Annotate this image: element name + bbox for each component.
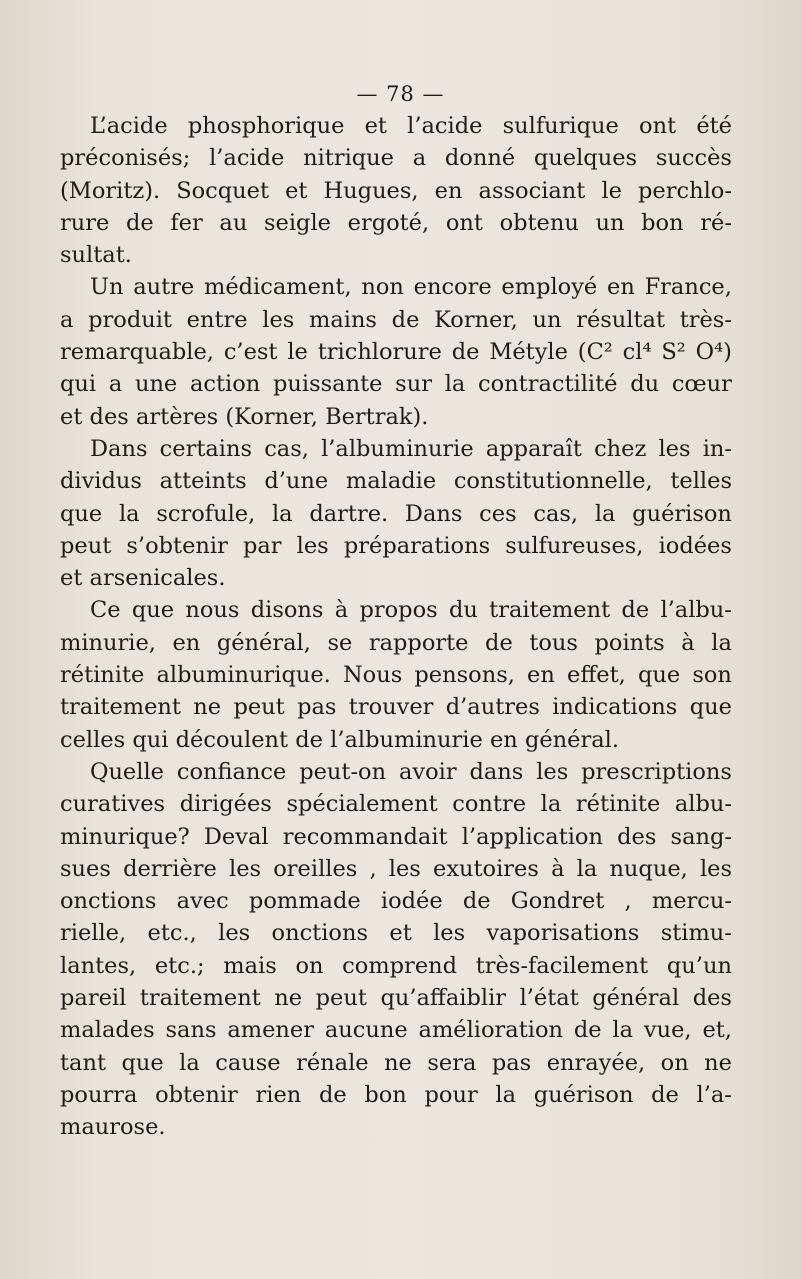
word: cas, [533,500,579,527]
word: la [711,629,732,656]
word: que [60,500,103,527]
word: , [624,888,632,915]
word: rénale [296,1049,369,1076]
word: du [448,597,478,624]
word: tant [60,1049,106,1076]
word: (C² [577,339,613,366]
word: l’albu- [660,597,732,624]
word: les [658,435,691,462]
word: celles [60,726,126,753]
word: traitement [489,597,611,624]
word: avoir [398,758,457,785]
word: obtenu [499,209,579,236]
text-line [60,982,732,1014]
word: et, [702,1017,732,1044]
word: nitrique [303,145,394,172]
word: en [607,274,635,301]
word: aucune [324,1017,408,1044]
word: cœur [671,371,732,398]
word: exutoires [433,855,539,882]
word: confiance [176,758,287,785]
word: prescriptions [581,758,732,785]
word: dirigées [179,791,272,818]
word: général, [216,629,311,656]
word: malades [60,1017,155,1044]
text-line [60,1047,732,1079]
word: se [327,629,353,656]
word: contractilité [478,371,618,398]
word: qu’un [666,952,732,979]
word: les [699,855,732,882]
word: la [444,371,466,398]
word: apparaît [485,435,582,462]
word: médicament, [204,274,352,301]
word: oreilles [273,855,358,882]
word: produit [88,306,172,333]
word: à [334,597,349,624]
word: que [689,694,732,721]
word: Bertrak). [325,403,429,430]
word: les [536,758,569,785]
word: général. [524,726,620,753]
word: O⁴) [695,339,732,366]
word: cas, [264,435,309,462]
word: traitement [60,694,181,721]
word: maurose. [60,1114,166,1141]
text-line [60,110,732,142]
word: de [651,1081,679,1108]
word: arsenicales. [89,565,226,592]
word: en [489,726,518,753]
word: dans [469,758,524,785]
word: sues [60,855,111,882]
word: la [179,1049,200,1076]
word: un [532,306,562,333]
text-line [60,788,732,820]
page-number: — 78 — [356,82,445,106]
word: les [296,532,329,559]
word: Ce [90,597,121,624]
text-line [60,724,732,756]
word: certains [159,435,253,462]
word: qu’affaiblir [380,985,507,1012]
text-line [60,239,732,271]
word: iodée [380,888,443,915]
word: Quelle [90,758,164,785]
word: vue, [643,1017,692,1044]
word: constitutionnelle, [453,468,653,495]
word: amélioration [418,1017,563,1044]
word: ne [384,1049,412,1076]
text-line [60,433,732,465]
word: rien [255,1081,302,1108]
word: donné [444,145,516,172]
word: Un [90,274,124,301]
word: Nous [342,662,403,689]
word: de [621,597,650,624]
word: recommandait [282,823,448,850]
word: que [131,597,175,624]
word: nuque, [609,855,688,882]
word: l’acide [209,145,285,172]
word: mercu- [651,888,732,915]
word: été [696,113,732,139]
word: avec [176,888,229,915]
word: et [60,403,83,430]
text-line [60,207,732,239]
word: a [108,371,123,398]
word: minurique? [60,823,190,850]
word: rétinite [60,662,145,689]
word: et [60,565,83,592]
word: artères [136,403,219,430]
word: Deval [203,823,269,850]
word: la [271,500,293,527]
word: peut-on [299,758,387,785]
word: l’albuminurie [330,726,483,753]
word: (Moritz). [60,177,161,204]
word: succès [655,145,732,172]
word: Métyle [489,339,568,366]
word: etc.; [154,952,205,979]
text-line [60,401,732,433]
word: l’état [519,985,579,1012]
word: onctions [60,888,157,915]
word: points [594,629,665,656]
word: la [495,1081,517,1108]
word: des [692,985,732,1012]
word: en [527,662,555,689]
word: au [219,209,248,236]
word: associant [478,177,586,204]
word: rapporte [368,629,469,656]
word: la [118,500,140,527]
word: enrayée, [546,1049,646,1076]
word: ergoté, [347,209,430,236]
word: Socquet [176,177,270,204]
word: d’autres [445,694,540,721]
word: seigle [263,209,331,236]
word: fer [170,209,203,236]
word: à [551,855,565,882]
word: ne [274,985,303,1012]
word: l’albuminurie [321,435,474,462]
word: de [573,1017,602,1044]
word: sans [165,1017,217,1044]
word: scrofule, [156,500,256,527]
text-line [60,562,732,594]
word: in- [702,435,732,462]
word: pourra [60,1081,138,1108]
word: ont [639,113,677,139]
text-line [60,853,732,885]
word: L’acide [90,113,168,139]
text-line [60,917,732,949]
word: sultat. [60,242,132,269]
word: s’obtenir [126,532,228,559]
text-line [60,885,732,917]
word: chez [594,435,647,462]
word: sera [427,1049,477,1076]
word: remarquable, [60,339,214,366]
word: les [262,306,295,333]
text-line [60,368,732,400]
word: sang- [670,823,732,850]
word: pareil [60,985,127,1012]
word: bon [364,1081,407,1108]
word: ces [479,500,517,527]
word: préparations [343,532,491,559]
word: dartre. [309,500,389,527]
word: pour [424,1081,478,1108]
word: de [295,726,323,753]
word: peut [315,985,367,1012]
word: le [287,339,308,366]
word: trichlorure [317,339,442,366]
word: quelques [533,145,638,172]
word: de [125,209,154,236]
word: de [391,306,420,333]
text-line [60,530,732,562]
word: et [389,920,412,947]
word: employé [501,274,598,301]
body-text [60,110,732,1144]
word: de [451,339,480,366]
word: effet, [567,662,626,689]
word: a [412,145,427,172]
word: ont [445,209,483,236]
word: les [388,855,421,882]
word: sulfurique [502,113,619,139]
word: Korner, [434,306,518,333]
word: pommade [248,888,361,915]
word: de [318,1081,347,1108]
word: sulfureuses, [505,532,644,559]
word: pas [297,694,337,721]
word: a [60,306,74,333]
word: Gondret [510,888,605,915]
word: trouver [348,694,434,721]
word: ne [193,694,222,721]
text-line [60,627,732,659]
word: des [89,403,129,430]
word: ne [704,1049,732,1076]
text-line [60,821,732,853]
word: maladie [345,468,437,495]
word: découlent [175,726,289,753]
word: nous [185,597,240,624]
word: minurie, [60,629,156,656]
word: et [285,177,308,204]
word: la [594,500,616,527]
text-line [60,142,732,174]
text-line [60,1111,732,1143]
word: rielle, [60,920,127,947]
word: on [295,952,324,979]
text-line [60,1079,732,1111]
word: , [369,855,377,882]
word: l’application [461,823,603,850]
word: puissante [273,371,383,398]
word: dividus [60,468,142,495]
word: stimu- [660,920,732,947]
word: autre [133,274,195,301]
word: que [121,1049,164,1076]
word: la [576,855,598,882]
text-line [60,950,732,982]
word: Hugues, [323,177,419,204]
word: on [660,1049,689,1076]
word: qui [132,726,169,753]
word: tous [529,629,578,656]
word: les [229,855,262,882]
word: en [434,177,463,204]
word: atteints [159,468,247,495]
word: ré- [700,209,732,236]
word: propos [359,597,438,624]
word: pas [491,1049,532,1076]
word: c’est [223,339,278,366]
word: perchlo- [638,177,732,204]
word: résultat [576,306,665,333]
text-line [60,175,732,207]
text-line [60,498,732,530]
word: et [364,113,387,139]
word: S² [661,339,686,366]
word: France, [644,274,732,301]
word: pensons, [414,662,515,689]
word: l’a- [696,1081,732,1108]
word: (Korner, [225,403,318,430]
word: bon [641,209,684,236]
word: par [242,532,282,559]
word: curatives [60,791,166,818]
word: amener [227,1017,314,1044]
word: derrière [123,855,217,882]
text-line [60,304,732,336]
word: comprend [342,952,458,979]
word: phosphorique [187,113,345,139]
word: de [485,629,513,656]
word: disons [250,597,324,624]
word: cl⁴ [622,339,652,366]
word: en [172,629,201,656]
word: Dans [90,435,148,462]
word: de [462,888,491,915]
word: du [630,371,660,398]
word: une [134,371,178,398]
word: albuminurique. [156,662,331,689]
word: la [540,791,562,818]
word: lantes, [60,952,137,979]
word: guérison [533,1081,634,1108]
word: son [692,662,732,689]
word: rure [60,209,110,236]
text-line [60,1014,732,1046]
word: vaporisations [486,920,640,947]
word: la [612,1017,634,1044]
text-line [60,756,732,788]
word: mais [223,952,277,979]
word: contre [452,791,527,818]
word: iodées [658,532,732,559]
word: à [681,629,695,656]
word: que [637,662,681,689]
word: mains [309,306,377,333]
word: guérison [632,500,732,527]
word: peut [233,694,285,721]
word: général [592,985,680,1012]
text-line [60,336,732,368]
word: les [433,920,466,947]
text-line [60,594,732,626]
word: très- [679,306,732,333]
word: encore [413,274,492,301]
word: préconisés; [60,145,191,172]
text-line [60,691,732,723]
text-line [60,465,732,497]
word: très-facilement [475,952,649,979]
word: action [189,371,261,398]
word: qui [60,371,97,398]
word: indications [552,694,678,721]
word: rétinite [575,791,661,818]
word: non [361,274,404,301]
word: les [218,920,251,947]
word: Dans [404,500,463,527]
word: cause [215,1049,281,1076]
text-line [60,659,732,691]
word: albu- [674,791,732,818]
word: onctions [271,920,369,947]
word: traitement [139,985,261,1012]
word: un [595,209,625,236]
word: peut [60,532,112,559]
word: sur [395,371,432,398]
word: obtenir [155,1081,238,1108]
word: etc., [147,920,197,947]
word: des [617,823,657,850]
word: spécialement [286,791,438,818]
word: l’acide [407,113,483,139]
word: entre [186,306,248,333]
text-line [60,271,732,303]
word: telles [670,468,732,495]
word: d’une [264,468,329,495]
word: le [601,177,622,204]
